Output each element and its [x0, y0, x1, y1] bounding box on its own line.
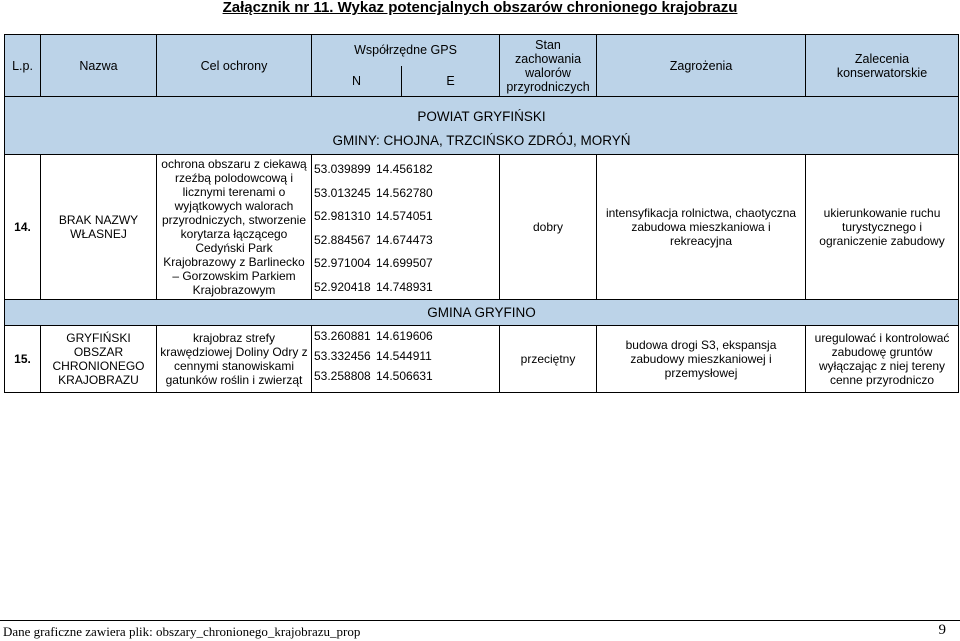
header-nazwa: Nazwa [41, 35, 157, 97]
coord-e: 14.699507 [376, 256, 433, 270]
coord-e: 14.562780 [376, 185, 433, 200]
row14-coordinates [312, 155, 500, 300]
row14-lp: 14. [5, 155, 41, 300]
coord-n: 53.332456 [314, 349, 371, 363]
row15-stan: przeciętny [500, 326, 597, 393]
coordinate-pair [314, 276, 497, 300]
coord-e: 14.544911 [376, 349, 432, 363]
row15-coordinates [312, 326, 500, 393]
row15-lp: 15. [5, 326, 41, 393]
coordinate-pair [314, 205, 497, 229]
gmina-gryfino-band: GMINA GRYFINO [5, 300, 959, 326]
row14-stan: dobry [500, 155, 597, 300]
row15-nazwa: GRYFIŃSKI OBSZAR CHRONIONEGO KRAJOBRAZU [41, 326, 157, 393]
row14-zalecenia: ukierunkowanie ruchu turystycznego i ograniczenie zabudowy [806, 155, 959, 300]
protected-areas-table [4, 34, 959, 393]
coordinate-pair [314, 252, 497, 276]
row14-cel: ochrona obszaru z ciekawą rzeźbą polodowcową i licznymi terenami o wyjątkowych walorach przyrodniczych, stworzenie korytarza łączącego Cedyński Park Krajobrazowy z Barlinecko – Gorzowskim Parkiem Krajobrazowym [157, 155, 312, 300]
coord-n: 53.258808 [314, 369, 371, 383]
coordinate-pair [314, 327, 497, 347]
header-gps: Współrzędne GPS [312, 35, 500, 66]
coord-e: 14.619606 [376, 329, 433, 343]
header-lp: L.p. [5, 35, 41, 97]
coord-n: 52.884567 [314, 232, 371, 247]
coordinate-pair [314, 367, 497, 387]
gminy-band: GMINY: CHOJNA, TRZCIŃSKO ZDRÓJ, MORYŃ [5, 129, 959, 155]
footer-note: Dane graficzne zawiera plik: obszary_chronionego_krajobrazu_prop [3, 624, 361, 639]
coordinate-pair [314, 229, 497, 253]
header-stan-zachowania: Stan zachowania walorów przyrodniczych [500, 35, 597, 97]
header-n: N [312, 66, 402, 97]
document-title: Załącznik nr 11. Wykaz potencjalnych obszarów chronionego krajobrazu [222, 0, 738, 16]
coord-n: 52.920418 [314, 279, 371, 294]
coord-e: 14.574051 [376, 209, 433, 223]
powiat-band: POWIAT GRYFIŃSKI [5, 97, 959, 129]
header-e: E [402, 66, 500, 97]
coord-n: 52.971004 [314, 256, 371, 270]
coordinate-pair [314, 347, 497, 367]
row15-cel: krajobraz strefy krawędziowej Doliny Odry z cennymi stanowiskami gatunków roślin i zwierząt [157, 326, 312, 393]
coord-n: 53.260881 [314, 329, 371, 343]
coord-e: 14.456182 [376, 162, 433, 176]
coord-n: 52.981310 [314, 209, 371, 223]
row15-zalecenia: uregulować i kontrolować zabudowę gruntów wyłączając z niej tereny cenne przyrodniczo [806, 326, 959, 393]
coord-n: 53.013245 [314, 185, 371, 200]
coord-e: 14.506631 [376, 369, 433, 383]
header-cel-ochrony: Cel ochrony [157, 35, 312, 97]
coord-e: 14.674473 [376, 232, 433, 247]
coord-e: 14.748931 [376, 279, 433, 294]
header-zagrozenia: Zagrożenia [597, 35, 806, 97]
header-zalecenia: Zalecenia konserwatorskie [806, 35, 959, 97]
coordinate-pair [314, 182, 497, 206]
row14-zagrozenia: intensyfikacja rolnictwa, chaotyczna zabudowa mieszkaniowa i rekreacyjna [597, 155, 806, 300]
row15-zagrozenia: budowa drogi S3, ekspansja zabudowy mieszkaniowej i przemysłowej [597, 326, 806, 393]
page-number: 9 [938, 622, 946, 638]
coordinate-pair [314, 158, 497, 182]
row14-nazwa: BRAK NAZWY WŁASNEJ [41, 155, 157, 300]
coord-n: 53.039899 [314, 162, 371, 176]
footer-divider [0, 620, 960, 621]
